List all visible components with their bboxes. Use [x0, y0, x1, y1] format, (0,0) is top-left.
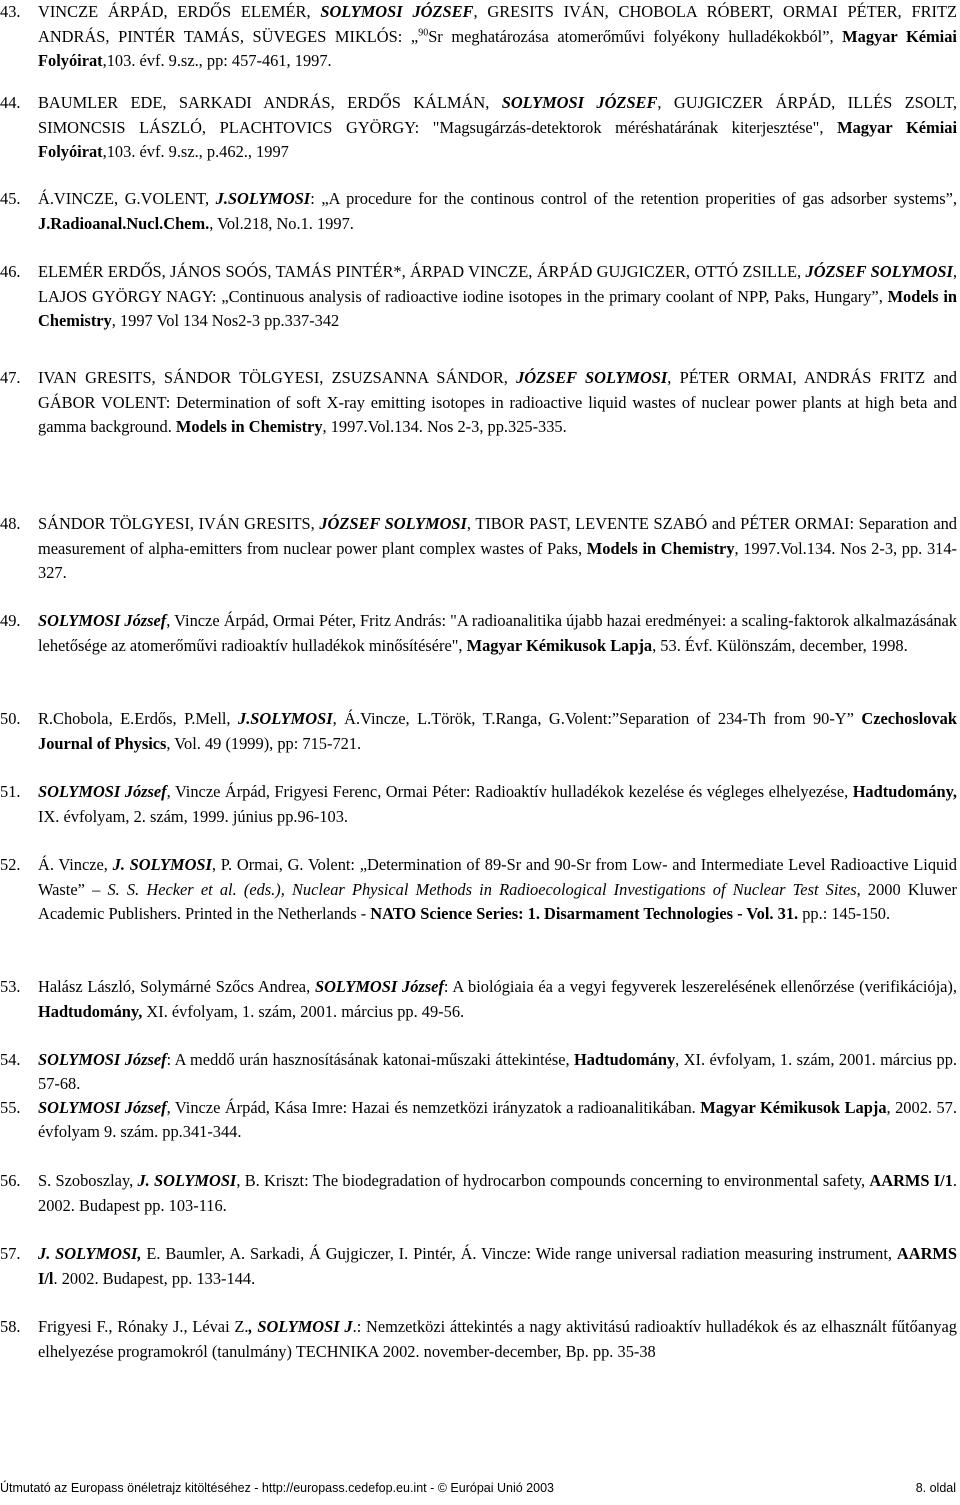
- reference-entry-49: [0, 609, 957, 658]
- emphasis-text: Hadtudomány,: [852, 782, 957, 801]
- entry-number: 49.: [0, 611, 21, 630]
- text-run: ,103. évf. 9.sz., p.462., 1997: [102, 142, 289, 161]
- entry-text: [38, 260, 957, 334]
- emphasis-text: Magyar Kémikusok Lapja: [466, 635, 653, 655]
- reference-entry-55: [0, 1096, 957, 1144]
- text-run: , GRESITS IVÁN, CHOBOLA RÓBERT, ORMAI PÉTER, FRITZ ANDRÁS, PINTÉR TAMÁS, SÜVEGES MIKLÓS: „: [38, 2, 957, 46]
- text-run: . 2002. Budapest, pp. 133-144.: [53, 1268, 256, 1288]
- reference-entry-57: [0, 1242, 957, 1291]
- emphasis-text: Models in Chemistry: [586, 538, 735, 558]
- text-run: , Vincze Árpád, Ormai Péter, Fritz András: "A radioanalitika újabb hazai eredményei: a scaling-faktorok alkalmazásának lehetősége az atomerőművi radioaktív hulladékok minősítésére",: [38, 611, 958, 655]
- text-run: , PÉTER ORMAI, ANDRÁS FRITZ and GÁBOR VOLENT: Determination of soft X-ray emitting isotopes in radioactive liquid wastes of nuclear power plants at high beta and gamma background.: [38, 368, 957, 436]
- text-run: , GUJGICZER ÁRPÁD, ILLÉS ZSOLT, SIMONCSIS LÁSZLÓ, PLACHTOVICS GYÖRGY: "Magsugárzás-detektorok méréshatárának kiterjesztése",: [38, 93, 957, 137]
- reference-entry-54: [0, 1048, 957, 1096]
- reference-entry-44: [0, 91, 957, 165]
- emphasis-text: JÓZSEF SOLYMOSI: [319, 514, 467, 533]
- emphasis-text: SOLYMOSI JÓZSEF: [501, 93, 658, 112]
- text-run: S. Szoboszlay,: [38, 1171, 138, 1190]
- emphasis-text: J.SOLYMOSI: [238, 709, 333, 728]
- emphasis-text: SOLYMOSI József: [314, 977, 444, 996]
- entry-text: [38, 1242, 957, 1291]
- text-run: pp.: 145-150.: [798, 904, 891, 923]
- entry-text: [38, 1315, 957, 1364]
- emphasis-text: SOLYMOSI József: [38, 611, 167, 630]
- reference-entry-58: [0, 1315, 957, 1364]
- entry-text: [38, 0, 957, 74]
- emphasis-text: J.SOLYMOSI: [215, 189, 311, 208]
- entry-number: 50.: [0, 709, 21, 728]
- entry-number: 51.: [0, 782, 21, 801]
- emphasis-text: J. SOLYMOSI: [112, 855, 212, 874]
- emphasis-text: Hadtudomány,: [38, 1001, 143, 1021]
- text-run: XI. évfolyam, 1. szám, 2001. március pp. 49-56.: [142, 1001, 465, 1021]
- reference-entry-52: [0, 853, 957, 927]
- emphasis-text: AARMS I/1: [869, 1171, 953, 1190]
- text-run: , 53. Évf. Különszám, december, 1998.: [652, 635, 908, 655]
- text-run: Halász László, Solymárné Szőcs Andrea,: [38, 977, 315, 996]
- entry-number: 57.: [0, 1244, 21, 1263]
- entry-text: [38, 1048, 957, 1096]
- emphasis-text: J.Radioanal.Nucl.Chem.: [38, 213, 210, 233]
- text-run: Sr meghatározása atomerőművi folyékony hulladékokból”,: [428, 26, 843, 46]
- reference-entry-51: [0, 780, 957, 829]
- text-run: , TIBOR PAST, LEVENTE SZABÓ and PÉTER ORMAI: Separation and measurement of alpha-emitters from nuclear power plant complex wastes of Paks,: [38, 514, 957, 558]
- text-run: Frigyesi F., Rónaky J., Lévai Z.: [38, 1317, 249, 1336]
- entry-number: 45.: [0, 189, 21, 208]
- reference-entry-48: [0, 512, 957, 586]
- entry-number: 43.: [0, 2, 21, 21]
- emphasis-text: AARMS I/l: [38, 1244, 957, 1288]
- reference-entry-45: [0, 187, 957, 236]
- emphasis-text: Magyar Kémiai Folyóirat: [38, 117, 957, 161]
- emphasis-text: Models in Chemistry: [38, 286, 957, 330]
- text-run: , 1997 Vol 134 Nos2-3 pp.337-342: [111, 311, 340, 330]
- entry-text: [38, 91, 957, 165]
- text-run: , Vol. 49 (1999), pp: 715-721.: [166, 733, 362, 753]
- text-run: Á.VINCZE, G.VOLENT,: [38, 189, 216, 208]
- entry-number: 48.: [0, 514, 21, 533]
- entry-number: 56.: [0, 1171, 21, 1190]
- entry-number: 53.: [0, 977, 21, 996]
- entry-text: [38, 609, 957, 658]
- text-run: R.Chobola, E.Erdős, P.Mell,: [38, 709, 239, 728]
- entry-text: [38, 512, 957, 586]
- emphasis-text: J. SOLYMOSI,: [38, 1244, 142, 1263]
- entry-text: [38, 975, 957, 1024]
- entry-number: 46.: [0, 262, 21, 281]
- text-run: , XI. évfolyam, 1. szám, 2001. március pp. 57-68.: [38, 1050, 957, 1093]
- entry-text: [38, 707, 957, 756]
- text-run: , 2002. 57. évfolyam 9. szám. pp.341-344.: [38, 1098, 957, 1141]
- text-run: , LAJOS GYÖRGY NAGY: „Continuous analysis of radioactive iodine isotopes in the primary coolant of NPP, Paks, Hungary”,: [38, 262, 957, 306]
- reference-entry-50: [0, 707, 957, 756]
- text-run: , Vol.218, No.1. 1997.: [209, 213, 354, 233]
- emphasis-text: Models in Chemistry: [175, 417, 323, 436]
- entry-text: [38, 187, 957, 236]
- emphasis-text: JÓZSEF SOLYMOSI: [805, 262, 953, 281]
- text-run: . 2002. Budapest pp. 103-116.: [38, 1171, 958, 1215]
- entry-number: 52.: [0, 855, 21, 874]
- page-number: 8. oldal: [915, 1481, 956, 1495]
- emphasis-text: SOLYMOSI József: [38, 1098, 167, 1117]
- text-run: , Vincze Árpád, Kása Imre: Hazai és nemzetközi irányzatok a radioanalitikában.: [166, 1098, 701, 1117]
- entry-number: 58.: [0, 1317, 21, 1336]
- emphasis-text: SOLYMOSI József: [38, 782, 167, 801]
- text-run: , 1997.Vol.134. Nos 2-3, pp. 314-327.: [38, 538, 957, 582]
- entry-text: [38, 1169, 957, 1218]
- reference-entry-47: [0, 366, 957, 440]
- text-run: , Á.Vincze, L.Török, T.Ranga, G.Volent:”Separation of 234-Th from 90-Y”: [332, 709, 862, 728]
- text-run: : A meddő urán hasznosításának katonai-műszaki áttekintése,: [166, 1050, 575, 1069]
- text-run: , Vincze Árpád, Frigyesi Ferenc, Ormai Péter: Radioaktív hulladékok kezelése és végleges elhelyezése,: [166, 782, 853, 801]
- reference-entry-46: [0, 260, 957, 334]
- emphasis-text: J. SOLYMOSI: [137, 1171, 237, 1190]
- text-run: VINCZE ÁRPÁD, ERDŐS ELEMÉR,: [38, 2, 321, 21]
- emphasis-text: SOLYMOSI József: [38, 1050, 167, 1069]
- reference-entry-53: [0, 975, 957, 1024]
- entry-text: [38, 1096, 957, 1144]
- entry-text: [38, 780, 957, 829]
- text-run: E. Baumler, A. Sarkadi, Á Gujgiczer, I. Pintér, Á. Vincze: Wide range universal radiation measuring instrument,: [141, 1244, 897, 1263]
- text-run: .: Nemzetközi áttekintés a nagy aktivitású radioaktív hulladékok és az elhasznált fűtőanyag elhelyezése programokról (tanulmány) TECHNIKA 2002. november-december, Bp. pp. 35-38: [38, 1317, 957, 1361]
- text-run: , B. Kriszt: The biodegradation of hydrocarbon compounds concerning to environmental safety,: [236, 1171, 870, 1190]
- superscript: 90: [418, 27, 429, 39]
- text-run: BAUMLER EDE, SARKADI ANDRÁS, ERDŐS KÁLMÁN,: [38, 93, 502, 112]
- text-run: IX. évfolyam, 2. szám, 1999. június pp.96-103.: [38, 806, 349, 826]
- reference-entry-56: [0, 1169, 957, 1218]
- text-run: , 1997.Vol.134. Nos 2-3, pp.325-335.: [322, 417, 567, 436]
- emphasis-text: Hadtudomány: [574, 1050, 676, 1069]
- text-run: IVAN GRESITS, SÁNDOR TÖLGYESI, ZSUZSANNA SÁNDOR,: [38, 368, 517, 387]
- emphasis-text: Magyar Kémiai Folyóirat: [38, 26, 957, 70]
- text-run: , 2000 Kluwer Academic Publishers. Printed in the Netherlands -: [38, 879, 957, 923]
- entry-text: [38, 853, 957, 927]
- emphasis-text: NATO Science Series: 1. Disarmament Technologies - Vol. 31.: [370, 904, 799, 923]
- italic-text: S. S. Hecker et al. (eds.), Nuclear Physical Methods in Radioecological Investigations of Nuclear Test Sites: [107, 879, 857, 899]
- text-run: , P. Ormai, G. Volent: „Determination of 89-Sr and 90-Sr from Low- and Intermediate Level Radioactive Liquid Waste” –: [38, 855, 957, 899]
- entry-number: 44.: [0, 93, 21, 112]
- entry-number: 54.: [0, 1050, 21, 1069]
- emphasis-text: Czechoslovak Journal of Physics: [38, 709, 957, 753]
- reference-entry-43: [0, 0, 957, 74]
- text-run: : „A procedure for the continous control of the retention properities of gas adsorber systems”,: [310, 189, 957, 208]
- text-run: ,103. évf. 9.sz., pp: 457-461, 1997.: [102, 51, 332, 70]
- text-run: SÁNDOR TÖLGYESI, IVÁN GRESITS,: [38, 514, 320, 533]
- text-run: Á. Vincze,: [38, 855, 113, 874]
- entry-number: 47.: [0, 368, 21, 387]
- emphasis-text: SOLYMOSI JÓZSEF: [320, 2, 474, 21]
- footer-text: Útmutató az Europass önéletrajz kitöltéséhez - http://europass.cedefop.eu.int - © Európai Unió 2003: [0, 1481, 554, 1495]
- emphasis-text: JÓZSEF SOLYMOSI: [516, 368, 668, 387]
- text-run: : A biológiaia éa a vegyi fegyverek leszerelésének ellenőrzése (verifikációja),: [443, 977, 957, 996]
- entry-text: [38, 366, 957, 440]
- entry-number: 55.: [0, 1098, 21, 1117]
- emphasis-text: , SOLYMOSI J: [248, 1317, 353, 1336]
- emphasis-text: Magyar Kémikusok Lapja: [700, 1098, 887, 1117]
- page-footer: [0, 1481, 960, 1499]
- text-run: ELEMÉR ERDŐS, JÁNOS SOÓS, TAMÁS PINTÉR*, ÁRPAD VINCZE, ÁRPÁD GUJGICZER, OTTÓ ZSILLE,: [38, 262, 806, 281]
